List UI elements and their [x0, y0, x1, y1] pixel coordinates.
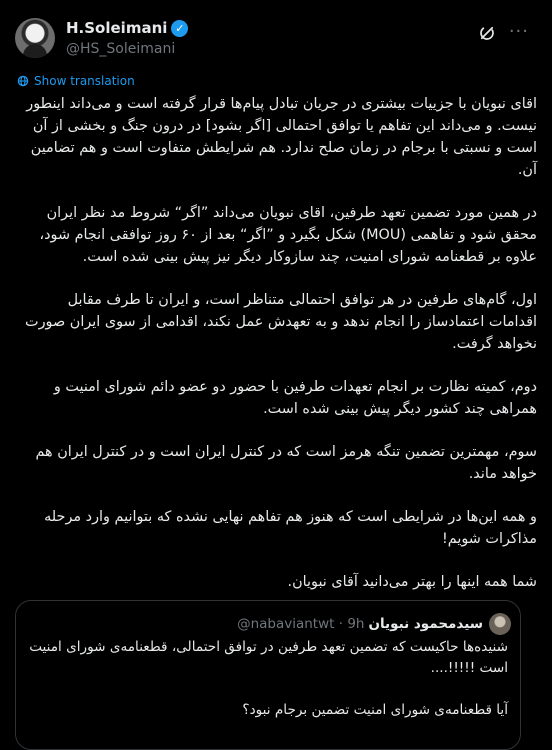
quoted-tweet-text — [28, 637, 508, 742]
tweet-paragraph: شما همه اینها را بهتر می‌دانید آقای نبویان. — [287, 574, 537, 590]
show-translation-label[interactable]: Show translation — [34, 74, 135, 88]
more-options-icon[interactable]: ··· — [508, 21, 529, 42]
author-handle[interactable]: @HS_Soleimani — [66, 41, 176, 57]
author-avatar[interactable] — [15, 18, 55, 58]
quoted-tweet-meta — [237, 616, 364, 632]
tweet-paragraph: سوم، مهمترین تضمین تنگه هرمز است که در کنترل ایران است و در کنترل ایران هم خواهد ماند. — [35, 444, 537, 482]
tweet-paragraph: و همه این‌ها در شرایطی است که هنوز هم تفاهم نهایی نشده که بتوانیم وارد مرحله مذاکرات شویم! — [44, 509, 537, 547]
author-display-name[interactable] — [66, 19, 188, 38]
quoted-tweet-header — [237, 613, 511, 635]
quoted-author-name[interactable]: سیدمحمود نبویان — [368, 616, 483, 632]
quoted-author-handle[interactable]: @nabaviantwt — [237, 616, 335, 632]
quoted-tweet[interactable] — [15, 600, 521, 750]
quoted-tweet-time[interactable]: 9h — [347, 616, 365, 632]
quoted-author-avatar[interactable] — [489, 613, 511, 635]
tweet-header — [15, 18, 537, 62]
tweet-paragraph: اقای نبویان با جزییات بیشتری در جریان تبادل پیام‌ها قرار گرفته است و می‌داند اینطور نیست. و می‌داند این تفاهم یا توافق احتمالی [اگر بشود] در درون جنگ و بخشی از آن است و نسبتی با برجام در زمان صلح ندارد. هم شرایطش متفاوت است و هم تضامین آن. — [26, 96, 537, 178]
tweet-paragraph: اول، گام‌های طرفین در هر توافق احتمالی متناظر است، و ایران تا طرف مقابل اقدامات اعتمادساز را انجام ندهد و به تعهدش عمل نکند، اقدامی از سوی ایران صورت نخواهد گرفت. — [25, 292, 537, 352]
grok-icon[interactable] — [478, 24, 496, 42]
author-names — [66, 19, 188, 59]
author-display-name-text[interactable]: H.Soleimani — [66, 19, 168, 37]
tweet-paragraph: در همین مورد تضمین تعهد طرفین، اقای نبویان می‌داند ”اگر“ شروط مد نظر ایران محقق شود و تفاهمی (MOU) شکل بگیرد و ”اگر“ بعد از ۶۰ روز توافقی انجام شود، علاوه بر قطعنامه شورای امنیت، چند سازوکار دیگر نیز پیش بینی شده است. — [39, 205, 537, 265]
tweet-paragraph: دوم، کمیته نظارت بر انجام تعهدات طرفین با حضور دو عضو دائم شورای امنیت و همراهی چند کشور دیگر پیش بینی شده است. — [53, 379, 537, 417]
tweet-text — [18, 93, 537, 614]
quoted-paragraph: آیا قطعنامه‌ی شورای امنیت تضمین برجام نبود؟ — [242, 702, 508, 718]
quoted-paragraph: شنیده‌ها حاکیست که تضمین تعهد طرفین در توافق احتمالی، قطعنامه‌ی شورای امنیت است !!!!!.... — [29, 639, 508, 676]
meta-separator: · — [334, 616, 348, 632]
show-translation-link[interactable] — [17, 74, 135, 88]
verified-badge-icon: ✓ — [171, 20, 188, 37]
translate-icon — [17, 75, 29, 87]
